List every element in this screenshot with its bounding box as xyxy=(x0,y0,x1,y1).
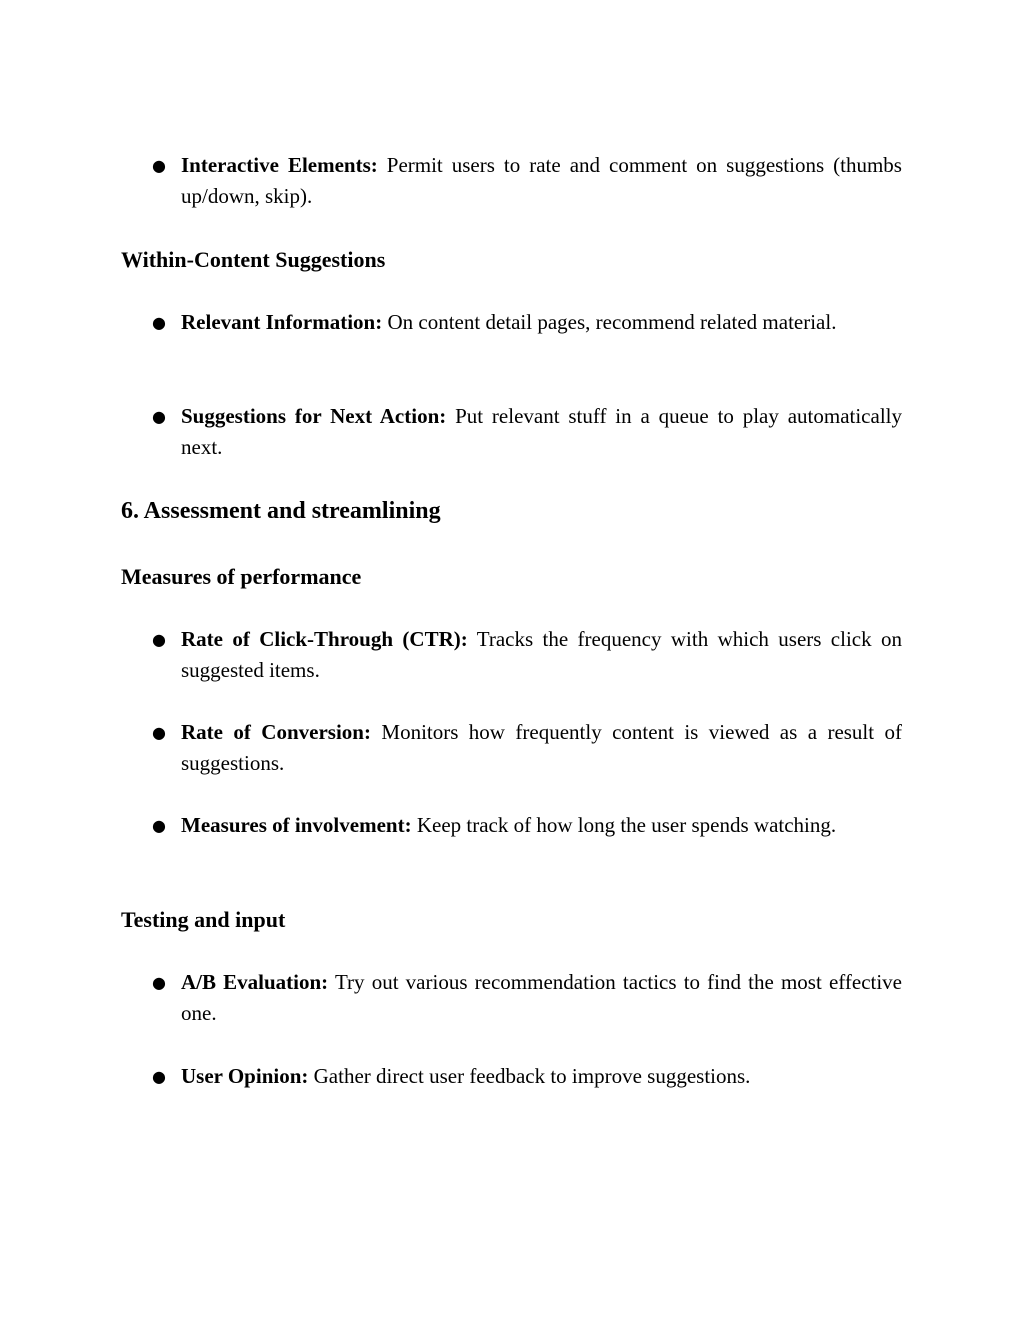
heading-within-content-suggestions: Within-Content Suggestions xyxy=(121,247,386,272)
item-body: Put relevant stuff in a queue to play automatically next. xyxy=(181,404,902,459)
item-lead: A/B Evaluation: xyxy=(181,970,329,994)
bullet-icon: ● xyxy=(152,973,166,992)
list-item-relevant-information xyxy=(152,307,902,338)
item-lead: Rate of Conversion: xyxy=(181,720,371,744)
item-body: Monitors how frequently content is viewed as a result of suggestions. xyxy=(181,720,903,775)
list-item-ctr xyxy=(152,624,902,686)
item-lead: Suggestions for Next Action: xyxy=(181,404,447,428)
item-lead: Interactive Elements: xyxy=(181,153,378,177)
item-body: Try out various recommendation tactics to find the most effective one. xyxy=(181,970,903,1025)
item-body: Tracks the frequency with which users click on suggested items. xyxy=(181,627,902,682)
heading-testing-and-input: Testing and input xyxy=(121,907,286,932)
bullet-icon: ● xyxy=(152,313,166,332)
item-body: Keep track of how long the user spends watching. xyxy=(416,813,837,837)
item-lead: Relevant Information: xyxy=(181,310,383,334)
bullet-icon: ● xyxy=(152,407,166,426)
list-item-conversion xyxy=(152,717,902,779)
bullet-icon: ● xyxy=(152,1067,166,1086)
list-item-user-opinion xyxy=(152,1061,902,1092)
item-body: Gather direct user feedback to improve suggestions. xyxy=(313,1064,751,1088)
item-lead: Measures of involvement: xyxy=(181,813,412,837)
list-item-ab-evaluation xyxy=(152,967,902,1029)
item-body: Permit users to rate and comment on suggestions (thumbs up/down, skip). xyxy=(181,153,902,208)
heading-measures-of-performance: Measures of performance xyxy=(121,564,362,589)
bullet-icon: ● xyxy=(152,723,166,742)
item-lead: Rate of Click-Through (CTR): xyxy=(181,627,468,651)
item-body: On content detail pages, recommend related material. xyxy=(387,310,837,334)
list-item-involvement xyxy=(152,810,902,841)
section-heading-assessment: 6. Assessment and streamlining xyxy=(121,498,441,524)
bullet-icon: ● xyxy=(152,630,166,649)
bullet-icon: ● xyxy=(152,816,166,835)
item-lead: User Opinion: xyxy=(181,1064,309,1088)
list-item-interactive-elements xyxy=(152,150,902,212)
list-item-next-action xyxy=(152,401,902,463)
bullet-icon: ● xyxy=(152,156,166,175)
